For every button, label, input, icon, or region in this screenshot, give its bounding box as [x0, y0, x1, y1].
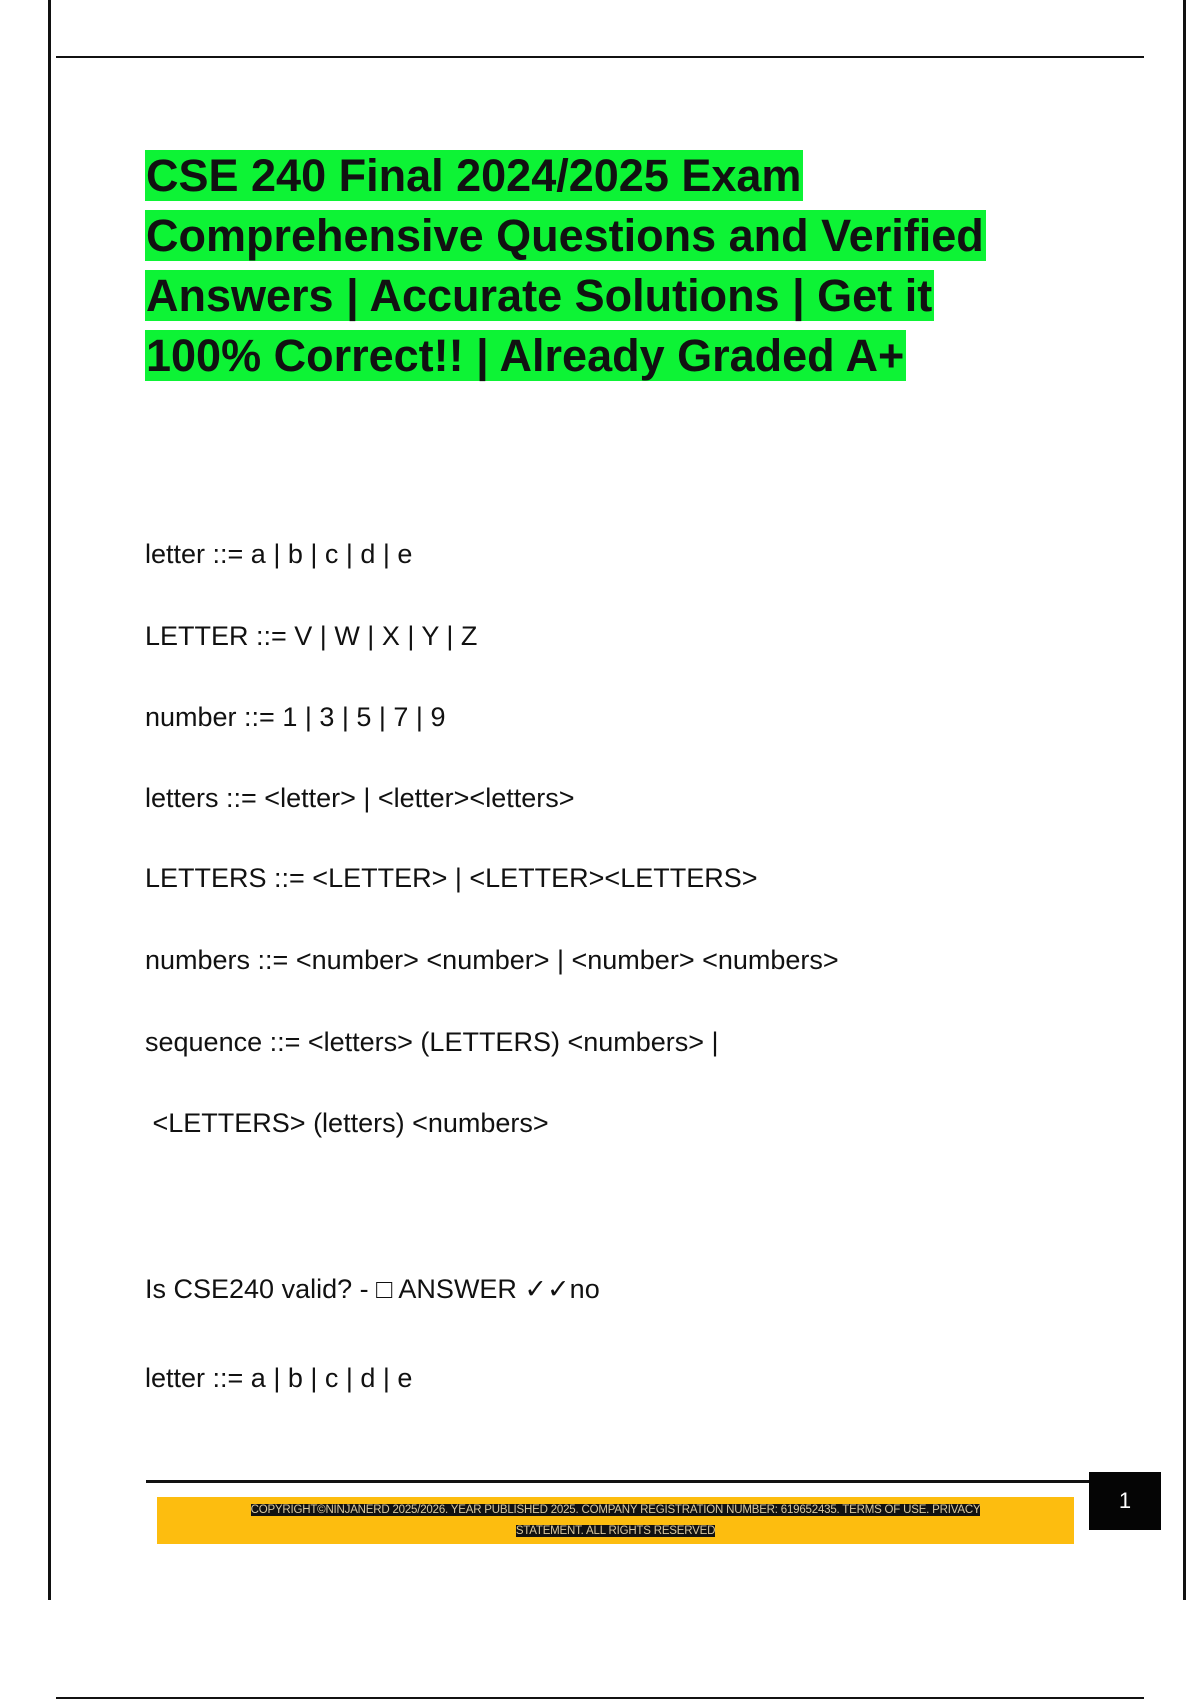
- copyright-line-2: STATEMENT. ALL RIGHTS RESERVED: [515, 1525, 716, 1537]
- grammar-rule-uppercase-letter: LETTER ::= V | W | X | Y | Z: [145, 621, 478, 651]
- grammar-rule-letter: letter ::= a | b | c | d | e: [145, 539, 413, 569]
- page-border-left: [48, 0, 51, 1600]
- grammar-rule-letters: letters ::= <letter> | <letter><letters>: [145, 783, 575, 813]
- grammar-rule-numbers: numbers ::= <number> <number> | <number> <numbers>: [145, 945, 839, 975]
- grammar-rule-number: number ::= 1 | 3 | 5 | 7 | 9: [145, 702, 446, 732]
- title-line-4: 100% Correct!! | Already Graded A+: [146, 330, 905, 381]
- copyright-notice: [170, 1500, 1061, 1542]
- footer-rule: [146, 1480, 1091, 1483]
- header-rule: [56, 56, 1144, 58]
- next-page-rule: [56, 1697, 1144, 1699]
- title-line-3: Answers | Accurate Solutions | Get it: [146, 270, 933, 321]
- grammar-rule-sequence: sequence ::= <letters> (LETTERS) <numbers> |: [145, 1027, 719, 1057]
- copyright-line-1: COPYRIGHT©NINJANERD 2025/2026. YEAR PUBLISHED 2025. COMPANY REGISTRATION NUMBER: 619652435. TERMS OF USE. PRIVACY: [250, 1504, 981, 1516]
- question-answer: Is CSE240 valid? - □ ANSWER ✓✓no: [145, 1274, 600, 1304]
- document-title: [145, 146, 1145, 386]
- title-line-2: Comprehensive Questions and Verified: [146, 210, 984, 261]
- grammar-rule-uppercase-letters: LETTERS ::= <LETTER> | <LETTER><LETTERS>: [145, 863, 758, 893]
- title-line-1: CSE 240 Final 2024/2025 Exam: [146, 150, 802, 201]
- page-border-right: [1183, 0, 1186, 1600]
- grammar-rule-letter-repeat: letter ::= a | b | c | d | e: [145, 1363, 413, 1393]
- grammar-rule-sequence-continued: <LETTERS> (letters) <numbers>: [145, 1108, 549, 1138]
- page-number: 1: [1089, 1472, 1161, 1530]
